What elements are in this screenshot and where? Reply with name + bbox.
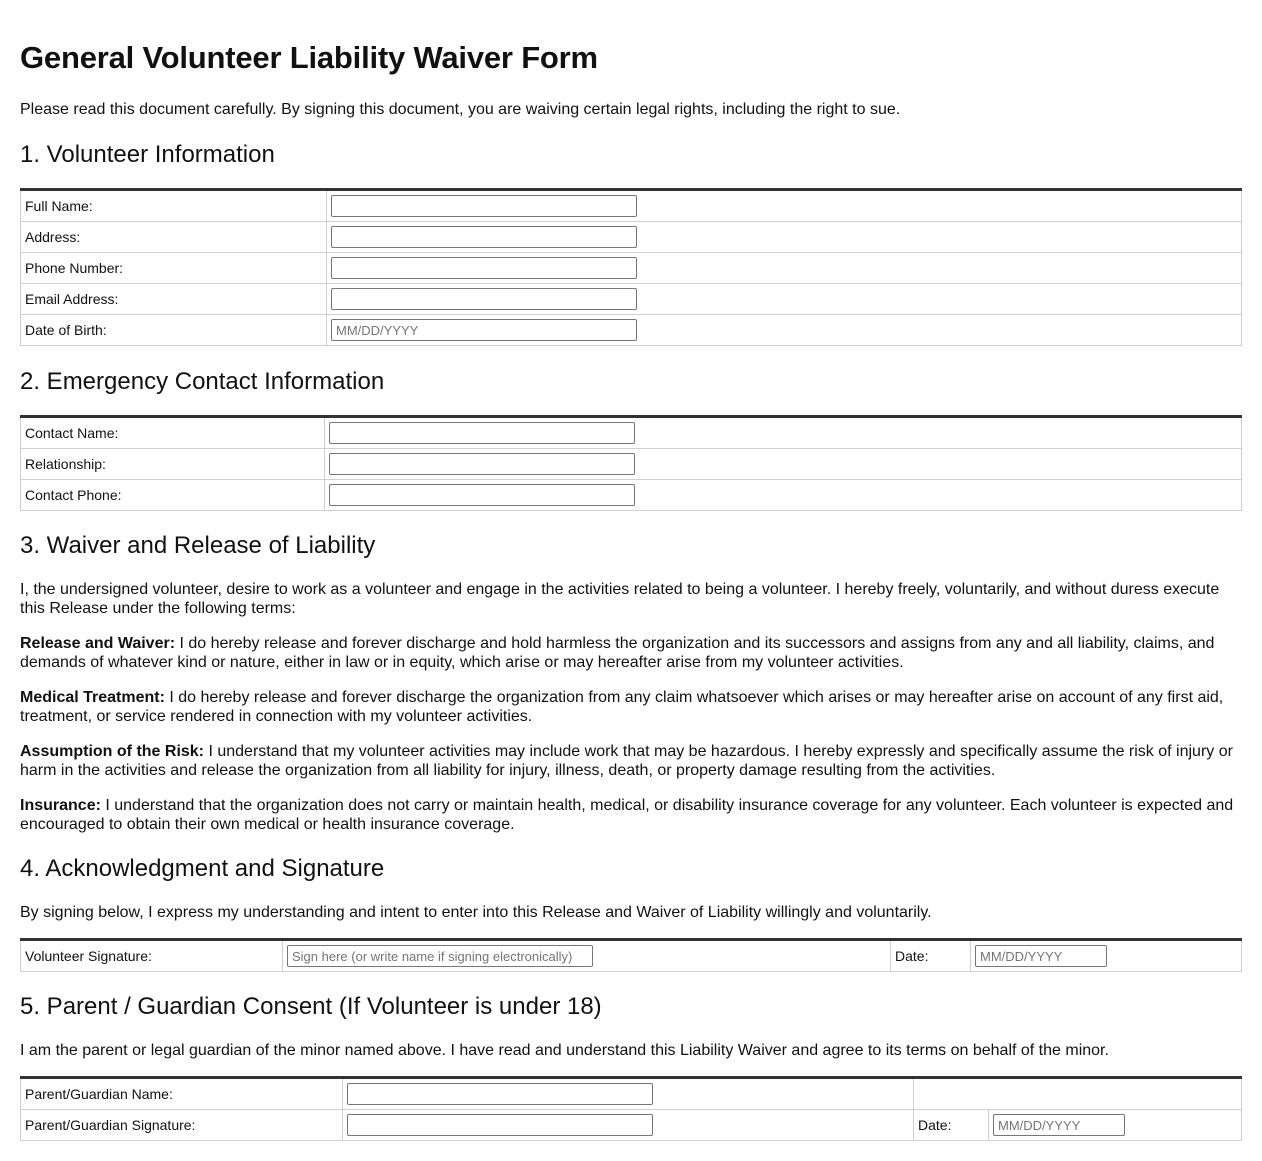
- waiver-intro-text: I, the undersigned volunteer, desire to work as a volunteer and engage in the activities related to being a volunteer. I hereby freely, voluntarily, and without duress execute this Release under the following terms:: [20, 581, 1220, 617]
- table-row: [21, 480, 1242, 511]
- contact-name-input[interactable]: [329, 422, 635, 444]
- relationship-input[interactable]: [329, 453, 635, 475]
- table-row: [21, 1110, 1242, 1141]
- date-of-birth-label: Date of Birth:: [21, 315, 327, 346]
- contact-phone-input[interactable]: [329, 484, 635, 506]
- volunteer-signature-input[interactable]: [287, 945, 593, 967]
- signature-date-input[interactable]: [975, 945, 1107, 967]
- relationship-label: Relationship:: [21, 449, 325, 480]
- term-text: I do hereby release and forever discharge and hold harmless the organization and its successors and assigns from any and all liability, claims, and demands of whatever kind or nature, either in law or in equity, which arise or may hereafter arise from my volunteer activities.: [20, 635, 1215, 671]
- date-label: Date:: [891, 940, 971, 972]
- volunteer-info-table: [20, 188, 1242, 346]
- intro-text: Please read this document carefully. By signing this document, you are waiving certain legal rights, including the right to sue.: [20, 101, 901, 118]
- volunteer-signature-label: Volunteer Signature:: [21, 940, 283, 972]
- table-row: [21, 1078, 1242, 1110]
- table-row: [21, 253, 1242, 284]
- table-row: [21, 449, 1242, 480]
- emergency-contact-table: [20, 415, 1242, 511]
- phone-number-input[interactable]: [331, 257, 637, 279]
- table-row: [21, 315, 1242, 346]
- section-5-heading: 5. Parent / Guardian Consent (If Volunteer is under 18): [20, 993, 602, 1020]
- full-name-label: Full Name:: [21, 190, 327, 222]
- guardian-consent-text: I am the parent or legal guardian of the minor named above. I have read and understand this Liability Waiver and agree to its terms on behalf of the minor.: [20, 1042, 1109, 1059]
- section-4-heading: 4. Acknowledgment and Signature: [20, 855, 385, 882]
- guardian-signature-label: Parent/Guardian Signature:: [21, 1110, 343, 1141]
- guardian-date-label: Date:: [914, 1110, 989, 1141]
- section-1-heading: 1. Volunteer Information: [20, 141, 275, 168]
- table-row: [21, 284, 1242, 315]
- table-row: [21, 940, 1242, 972]
- signature-table: [20, 938, 1242, 972]
- term-release-and-waiver: [20, 634, 1242, 672]
- guardian-table: [20, 1076, 1242, 1141]
- term-text: I understand that the organization does not carry or maintain health, medical, or disability insurance coverage for any volunteer. Each volunteer is expected and encouraged to obtain their own medical or health insurance coverage.: [20, 797, 1234, 833]
- contact-phone-label: Contact Phone:: [21, 480, 325, 511]
- full-name-input[interactable]: [331, 195, 637, 217]
- term-assumption-of-risk: [20, 742, 1242, 780]
- term-text: I do hereby release and forever discharge the organization from any claim whatsoever which arises or may hereafter arise on account of any first aid, treatment, or service rendered in connection with my volunteer activities.: [20, 689, 1224, 725]
- table-row: [21, 222, 1242, 253]
- section-3-heading: 3. Waiver and Release of Liability: [20, 532, 376, 559]
- guardian-name-label: Parent/Guardian Name:: [21, 1078, 343, 1110]
- email-address-input[interactable]: [331, 288, 637, 310]
- section-2-heading: 2. Emergency Contact Information: [20, 368, 385, 395]
- term-title: Assumption of the Risk:: [20, 743, 205, 760]
- address-input[interactable]: [331, 226, 637, 248]
- page-title: General Volunteer Liability Waiver Form: [20, 40, 598, 75]
- table-row: [21, 417, 1242, 449]
- date-of-birth-input[interactable]: [331, 319, 637, 341]
- term-title: Release and Waiver:: [20, 635, 176, 652]
- term-title: Medical Treatment:: [20, 689, 165, 706]
- phone-number-label: Phone Number:: [21, 253, 327, 284]
- table-row: [21, 190, 1242, 222]
- acknowledgment-text: By signing below, I express my understanding and intent to enter into this Release and Waiver of Liability willingly and voluntarily.: [20, 904, 932, 921]
- term-title: Insurance:: [20, 797, 101, 814]
- guardian-name-input[interactable]: [347, 1083, 653, 1105]
- contact-name-label: Contact Name:: [21, 417, 325, 449]
- term-medical-treatment: [20, 688, 1242, 726]
- guardian-date-input[interactable]: [993, 1114, 1125, 1136]
- address-label: Address:: [21, 222, 327, 253]
- email-address-label: Email Address:: [21, 284, 327, 315]
- term-insurance: [20, 796, 1242, 834]
- guardian-signature-input[interactable]: [347, 1114, 653, 1136]
- term-text: I understand that my volunteer activities may include work that may be hazardous. I hereby expressly and specifically assume the risk of injury or harm in the activities and release the organization from all liability for injury, illness, death, or property damage resulting from the activities.: [20, 743, 1233, 779]
